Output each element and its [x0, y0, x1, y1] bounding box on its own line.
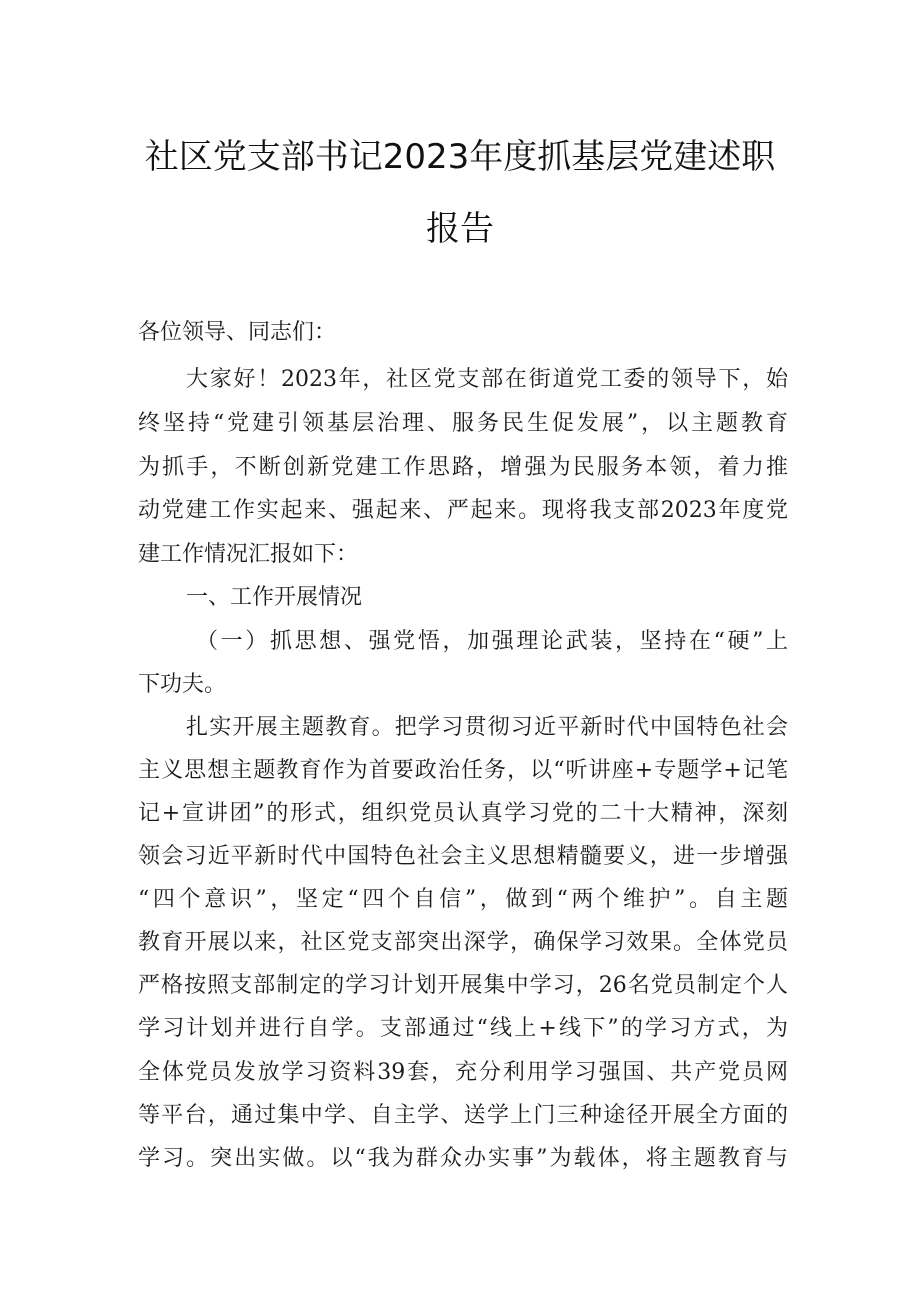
section-heading: 一、工作开展情况	[186, 585, 363, 610]
body-line: “四个意识”，坚定“四个自信”，做到“两个维护”。自主题	[138, 887, 788, 912]
subsection-heading-continued: 下功夫。	[138, 672, 227, 697]
body-line: 扎实开展主题教育。把学习贯彻习近平新时代中国特色社会	[186, 715, 788, 740]
body-line: 动党建工作实起来、强起来、严起来。现将我支部2023年度党	[138, 498, 788, 523]
body-line: 领会习近平新时代中国特色社会主义思想精髓要义，进一步增强	[138, 844, 788, 869]
document-title-line-2: 报告	[426, 209, 494, 249]
subsection-heading: （一）抓思想、强党悟，加强理论武装，坚持在“硬”上	[196, 629, 788, 654]
body-line: 记+宣讲团”的形式，组织党员认真学习党的二十大精神，深刻	[138, 801, 788, 826]
body-line: 严格按照支部制定的学习计划开展集中学习，26名党员制定个人	[138, 973, 788, 998]
body-line: 全体党员发放学习资料39套，充分利用学习强国、共产党员网	[138, 1060, 788, 1085]
body-line: 学习。突出实做。以“我为群众办实事”为载体，将主题教育与	[138, 1146, 788, 1171]
body-line: 终坚持“党建引领基层治理、服务民生促发展”，以主题教育	[138, 411, 788, 436]
body-line: 等平台，通过集中学、自主学、送学上门三种途径开展全方面的	[138, 1103, 788, 1128]
salutation: 各位领导、同志们：	[138, 320, 337, 345]
body-line: 为抓手，不断创新党建工作思路，增强为民服务本领，着力推	[138, 455, 788, 480]
body-line: 学习计划并进行自学。支部通过“线上+线下”的学习方式，为	[138, 1016, 788, 1041]
body-line: 主义思想主题教育作为首要政治任务，以“听讲座+专题学+记笔	[138, 758, 788, 783]
body-line: 教育开展以来，社区党支部突出深学，确保学习效果。全体党员	[138, 930, 788, 955]
body-line: 大家好！2023年，社区党支部在街道党工委的领导下，始	[186, 367, 788, 392]
body-line: 建工作情况汇报如下：	[138, 542, 359, 567]
document-title-line-1: 社区党支部书记2023年度抓基层党建述职	[144, 137, 776, 177]
